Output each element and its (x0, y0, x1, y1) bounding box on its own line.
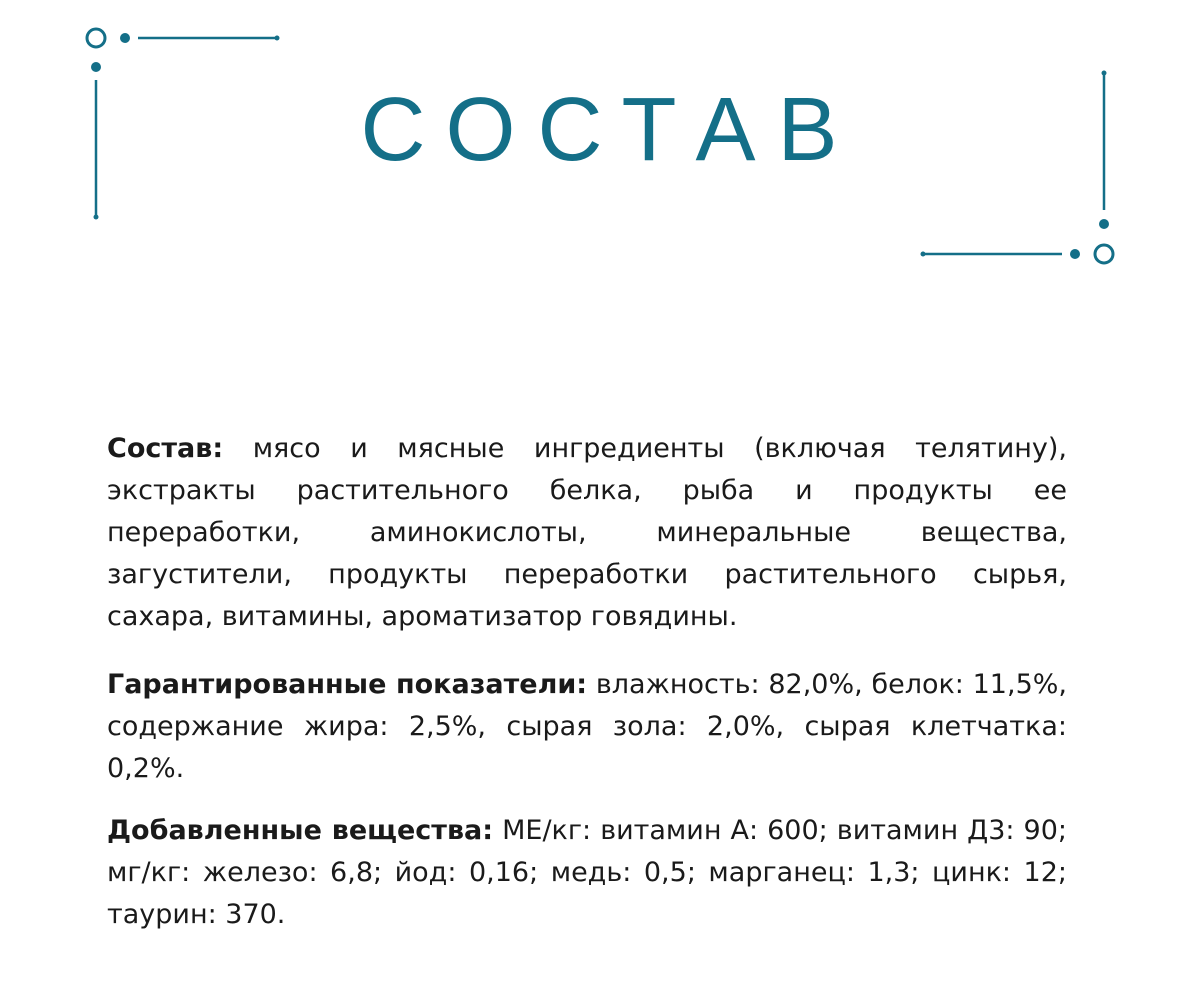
line-end-dot (94, 215, 99, 220)
additives-text: МЕ/кг: витамин А: 600; витамин Д3: 90; мг/кг: железо: 6,8; йод: 0,16; медь: 0,5; марганец: 1,3; цинк: 12; таурин: 370. (107, 815, 1068, 930)
ring-ornament (1095, 245, 1113, 263)
guaranteed-values-text: влажность: 82,0%, белок: 11,5%, содержание жира: 2,5%, сырая зола: 2,0%, сырая клетчатка: 0,2%. (107, 669, 1067, 784)
line-end-dot (275, 36, 280, 41)
dot-ornament (91, 62, 101, 72)
composition-paragraph (107, 428, 1067, 638)
ring-ornament (87, 29, 105, 47)
guaranteed-values-paragraph (107, 664, 1067, 790)
additives-paragraph (107, 810, 1067, 936)
dot-ornament (1070, 249, 1080, 259)
dot-ornament (1099, 219, 1109, 229)
composition-text: мясо и мясные ингредиенты (включая телятину), экстракты растительного белка, рыба и продукты ее переработки, аминокислоты, минеральные вещества, загустители, продукты переработки растительного сырья, сахара, витамины, ароматизатор говядины. (107, 433, 1067, 632)
page-title: СОСТАВ (360, 80, 860, 180)
composition-label: Состав: (107, 433, 224, 464)
additives-label: Добавленные вещества: (107, 815, 494, 846)
dot-ornament (120, 33, 130, 43)
guaranteed-values-label: Гарантированные показатели: (107, 669, 588, 700)
